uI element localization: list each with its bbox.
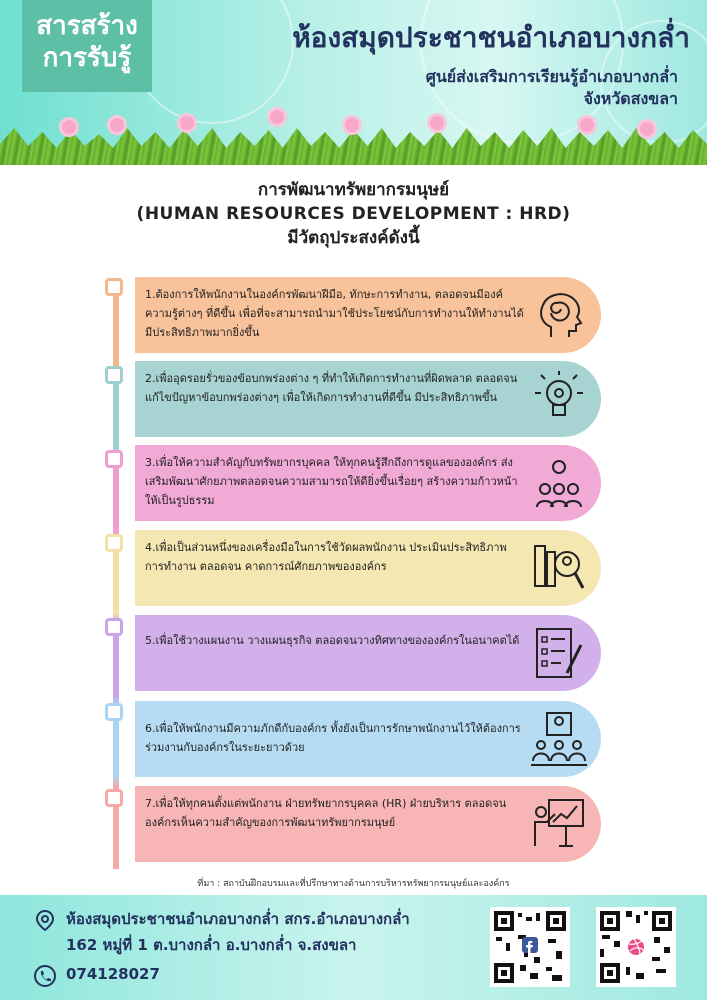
phone-icon	[34, 965, 56, 987]
heading-line2: (HUMAN RESOURCES DEVELOPMENT : HRD)	[136, 204, 571, 224]
objective-text: 4.เพื่อเป็นส่วนหนึ่งของเครื่องมือในการใช้วัดผลพนักงาน ประเมินประสิทธิภาพการทำงาน ตลอดจน คาดการณ์ศักยภาพขององค์กร	[145, 541, 507, 573]
checklist-icon	[531, 625, 587, 681]
flower-icon	[110, 118, 124, 132]
timeline-marker	[105, 366, 123, 384]
objective-item-1	[135, 277, 601, 353]
facebook-qr-code[interactable]	[490, 907, 570, 987]
flower-icon	[345, 118, 359, 132]
objective-item-4	[135, 530, 601, 606]
team-idea-icon	[531, 455, 587, 511]
heading-line1: การพัฒนาทรัพยากรมนุษย์	[257, 180, 450, 200]
head-brain-icon	[531, 287, 587, 343]
header-badge	[22, 0, 152, 92]
subtitle-line2: จังหวัดสงขลา	[583, 89, 678, 108]
flower-icon	[180, 116, 194, 130]
objective-item-7	[135, 786, 601, 862]
objective-text: 2.เพื่ออุดรอยรั่วของข้อบกพร่องต่าง ๆ ที่ทำให้เกิดการทำงานที่ผิดพลาด ตลอดจนแก้ไขปัญหาข้อบกพร่องต่างๆ เพื่อให้เกิดการทำงานที่ดีขึ้น มีประสิทธิภาพขึ้น	[145, 372, 518, 404]
content-heading	[0, 178, 707, 250]
timeline-marker	[105, 703, 123, 721]
timeline-marker	[105, 534, 123, 552]
badge-line1: สารสร้าง	[36, 11, 138, 41]
lightbulb-gear-icon	[531, 371, 587, 427]
objective-text: 6.เพื่อให้พนักงานมีความภักดีกับองค์กร ทั้งยังเป็นการรักษาพนักงานไว้ให้ต้องการร่วมงานกับองค์กรในระยะยาวด้วย	[145, 722, 521, 754]
page-subtitle	[300, 66, 678, 110]
timeline-marker	[105, 278, 123, 296]
footer-phone: 074128027	[66, 965, 160, 983]
heading-line3: มีวัตถุประสงค์ดังนี้	[287, 228, 420, 248]
footer-address-line1: ห้องสมุดประชาชนอำเภอบางกล่ำ สกร.อำเภอบางกล่ำ	[66, 910, 410, 928]
presentation-group-icon	[531, 711, 587, 767]
presenter-chart-icon	[531, 796, 587, 852]
source-citation: ที่มา : สถาบันฝึกอบรมและที่ปรึกษาทางด้านการบริหารทรัพยากรมนุษย์และองค์กร	[197, 879, 510, 889]
objective-item-2	[135, 361, 601, 437]
timeline-marker	[105, 450, 123, 468]
objective-item-5	[135, 615, 601, 691]
objective-text: 7.เพื่อให้ทุกคนตั้งแต่พนักงาน ฝ่ายทรัพยากรบุคคล (HR) ฝ่ายบริหาร ตลอดจนองค์กรเห็นความสำคัญของการพัฒนาทรัพยากรมนุษย์	[145, 797, 507, 829]
objective-text: 3.เพื่อให้ความสำคัญกับทรัพยากรบุคคล ให้ทุกคนรู้สึกถึงการดูแลขององค์กร ส่งเสริมพัฒนาศักยภาพตลอดจนความสามารถให้ดียิ่งขึ้นเรื่อยๆ สร้างความก้าวหน้าให้เป็นรูปธรรม	[145, 456, 518, 507]
header-banner	[0, 0, 707, 165]
dribbble-qr-code[interactable]	[596, 907, 676, 987]
footer-address-line2: 162 หมู่ที่ 1 ต.บางกล่ำ อ.บางกล่ำ จ.สงขลา	[66, 936, 357, 954]
footer	[0, 895, 707, 1000]
objective-text: 5.เพื่อใช้วางแผนงาน วางแผนธุรกิจ ตลอดจนวางทิศทางขององค์กรในอนาคตได้	[145, 634, 520, 647]
objective-item-6	[135, 701, 601, 777]
search-person-icon	[531, 540, 587, 596]
timeline-marker	[105, 618, 123, 636]
flower-icon	[62, 120, 76, 134]
flower-icon	[270, 110, 284, 124]
page-title: ห้องสมุดประชาชนอำเภอบางกล่ำ	[292, 21, 690, 54]
grass-decoration	[0, 128, 707, 165]
objective-item-3	[135, 445, 601, 521]
objective-text: 1.ต้องการให้พนักงานในองค์กรพัฒนาฝีมือ, ทักษะการทำงาน, ตลอดจนมีองค์ความรู้ต่างๆ ที่ดีขึ้น เพื่อที่จะสามารถนำมาใช้ประโยชน์กับการทำงานให้ทำงานได้มีประสิทธิภาพมากยิ่งขึ้น	[145, 288, 524, 339]
flower-icon	[430, 116, 444, 130]
subtitle-line1: ศูนย์ส่งเสริมการเรียนรู้อำเภอบางกล่ำ	[425, 67, 678, 86]
flower-icon	[580, 118, 594, 132]
timeline-marker	[105, 789, 123, 807]
badge-line2: การรับรู้	[42, 43, 132, 73]
flower-icon	[640, 122, 654, 136]
location-pin-icon	[34, 909, 56, 931]
